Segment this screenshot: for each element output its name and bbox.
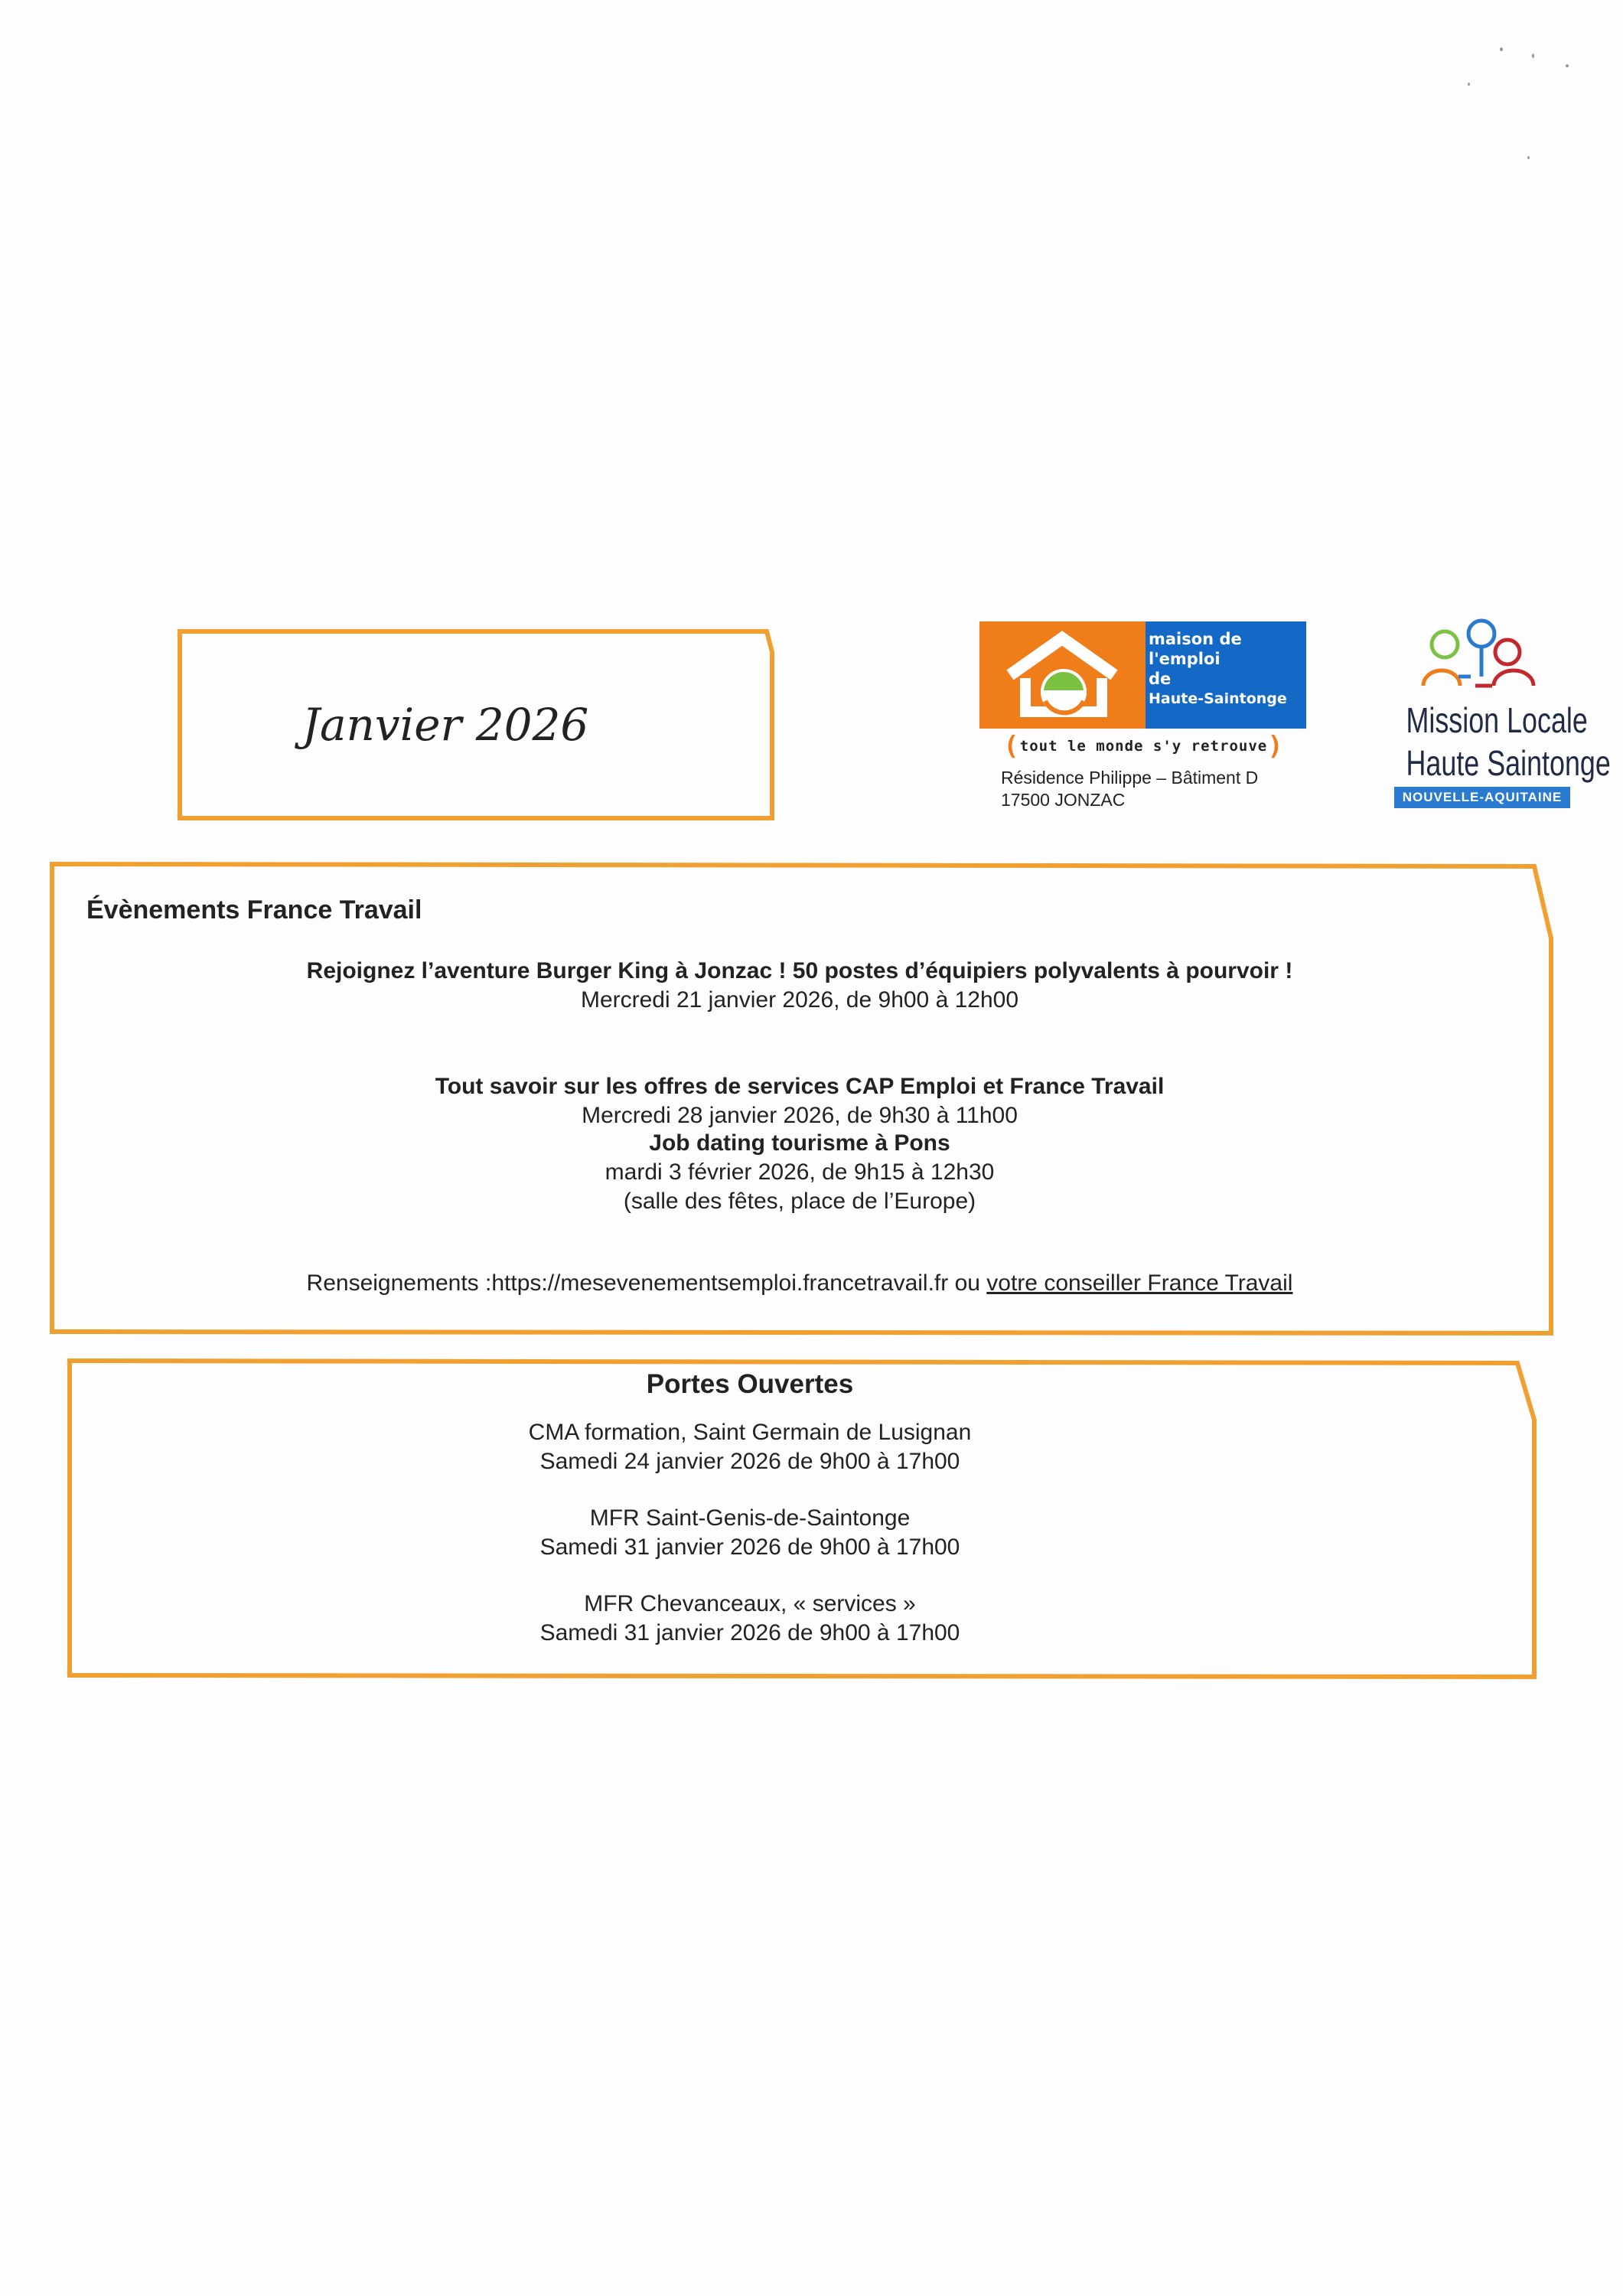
event-item xyxy=(50,1129,1550,1216)
open-days-heading: Portes Ouvertes xyxy=(646,1369,854,1399)
mission-locale-logo xyxy=(1385,612,1611,811)
mde-tagline-text: tout le monde s'y retrouve xyxy=(1019,738,1268,755)
event-title: Job dating tourisme à Pons xyxy=(649,1130,950,1156)
open-day-name: MFR Chevanceaux, « services » xyxy=(584,1591,916,1616)
mde-logo xyxy=(979,621,1306,729)
advisor-link[interactable]: votre conseiller France Travail xyxy=(986,1270,1293,1296)
event-title: Tout savoir sur les offres de services CAP Emploi et France Travail xyxy=(435,1074,1165,1099)
mde-logo-line: de xyxy=(1149,670,1172,688)
open-day-name: MFR Saint-Genis-de-Saintonge xyxy=(589,1505,911,1531)
event-title: Rejoignez l’aventure Burger King à Jonzac ! 50 postes d’équipiers polyvalents à pourvoir ! xyxy=(306,958,1293,983)
info-text: Renseignements :https://mesevenementsemploi.francetravail.fr ou xyxy=(306,1270,987,1296)
open-day-name: CMA formation, Saint Germain de Lusignan xyxy=(528,1420,972,1445)
event-location: (salle des fêtes, place de l’Europe) xyxy=(623,1189,976,1214)
address-line: 17500 JONZAC xyxy=(1001,790,1126,810)
scan-speck xyxy=(1500,47,1503,51)
address-line: Résidence Philippe – Bâtiment D xyxy=(1001,768,1259,788)
open-day-item xyxy=(0,1590,1500,1648)
scan-speck xyxy=(1527,156,1530,159)
mde-address xyxy=(1001,767,1322,811)
mde-logo-line: l'emploi xyxy=(1149,650,1221,668)
open-day-date: Samedi 31 janvier 2026 de 9h00 à 17h00 xyxy=(539,1534,960,1560)
mission-locale-line1: Mission Locale xyxy=(1406,700,1588,740)
mde-logo-line: maison de xyxy=(1149,630,1242,648)
events-box xyxy=(50,862,1553,1336)
month-box xyxy=(178,629,774,820)
scan-speck xyxy=(1566,64,1569,67)
scan-speck xyxy=(1468,83,1470,86)
event-item xyxy=(50,957,1550,1015)
mission-locale-line2: Haute Saintonge xyxy=(1406,743,1611,783)
mde-logo-line: Haute-Saintonge xyxy=(1149,690,1287,707)
mde-logo-text xyxy=(1146,621,1306,729)
month-title: Janvier 2026 xyxy=(301,699,589,751)
house-icon xyxy=(979,621,1146,729)
event-date: mardi 3 février 2026, de 9h15 à 12h30 xyxy=(605,1159,995,1185)
mde-tagline: ( tout le monde s'y retrouve ) xyxy=(1003,731,1284,762)
open-day-date: Samedi 31 janvier 2026 de 9h00 à 17h00 xyxy=(539,1620,960,1645)
region-badge: NOUVELLE-AQUITAINE xyxy=(1394,787,1570,808)
scan-speck xyxy=(1532,54,1534,58)
people-icon xyxy=(1385,612,1576,696)
open-day-date: Samedi 24 janvier 2026 de 9h00 à 17h00 xyxy=(539,1449,960,1474)
open-day-item xyxy=(0,1504,1500,1562)
open-days-box xyxy=(67,1358,1537,1680)
events-heading: Évènements France Travail xyxy=(86,895,422,925)
event-date: Mercredi 28 janvier 2026, de 9h30 à 11h00 xyxy=(582,1103,1018,1128)
event-date: Mercredi 21 janvier 2026, de 9h00 à 12h00 xyxy=(580,987,1019,1013)
mde-logo-mark xyxy=(979,621,1146,729)
events-info xyxy=(50,1270,1550,1296)
open-day-item xyxy=(0,1418,1500,1476)
event-item xyxy=(50,1072,1550,1130)
